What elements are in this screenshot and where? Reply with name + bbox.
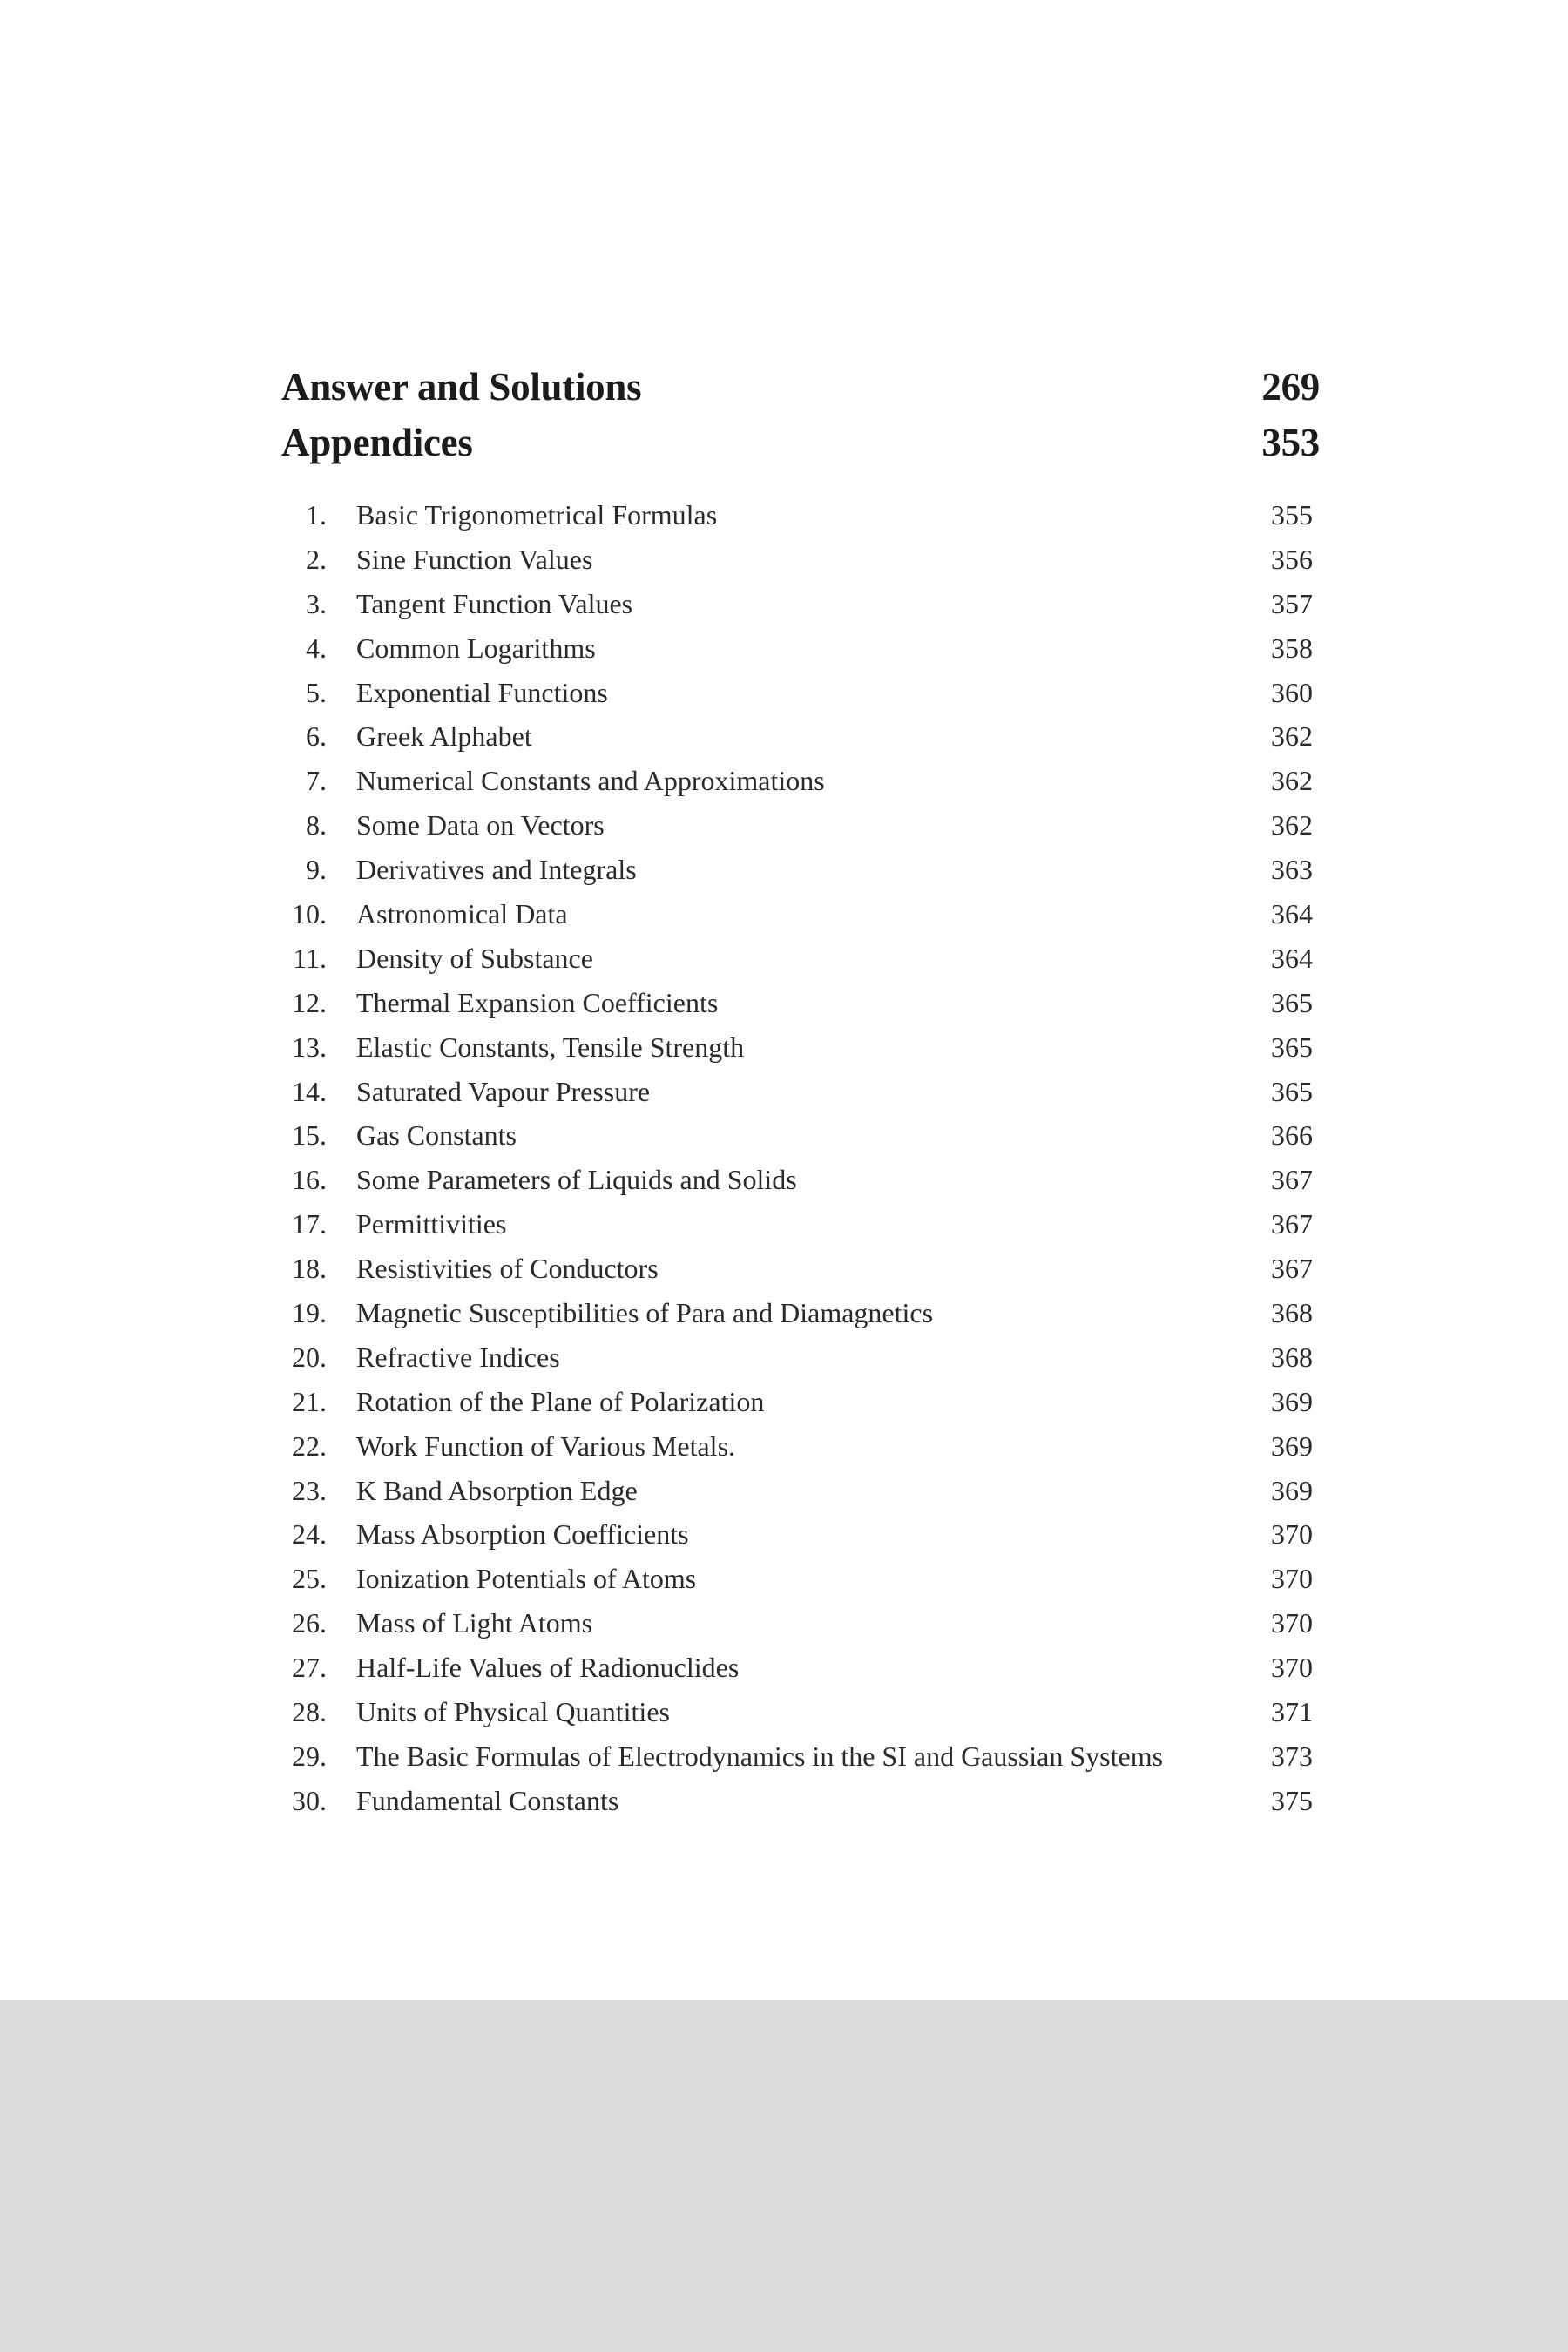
toc-entry[interactable] (281, 1380, 1320, 1424)
entry-number: 23. (292, 1474, 327, 1506)
entry-page-number: 373 (1271, 1740, 1313, 1772)
entry-title: Mass Absorption Coefficients (356, 1518, 689, 1551)
entry-title: Elastic Constants, Tensile Strength (356, 1031, 745, 1063)
entry-number: 12. (292, 986, 327, 1018)
entry-page-number: 362 (1271, 809, 1313, 841)
toc-entry[interactable] (281, 493, 1320, 537)
entry-number: 16. (292, 1164, 327, 1196)
entry-page-number: 370 (1271, 1607, 1313, 1639)
toc-entry[interactable] (281, 1469, 1320, 1513)
entry-page-number: 368 (1271, 1297, 1313, 1329)
toc-heading-answers[interactable] (281, 359, 1320, 415)
entry-title: Numerical Constants and Approximations (356, 765, 825, 797)
toc-entry[interactable] (281, 759, 1320, 803)
entry-page-number: 355 (1271, 499, 1313, 531)
entry-title: Basic Trigonometrical Formulas (356, 499, 718, 531)
entry-number: 6. (306, 720, 327, 753)
entry-number: 20. (292, 1341, 327, 1373)
entry-page-number: 367 (1271, 1253, 1313, 1285)
entry-number: 5. (306, 676, 327, 708)
entry-title: Exponential Functions (356, 676, 608, 708)
entry-page-number: 370 (1271, 1563, 1313, 1595)
entry-title: Tangent Function Values (356, 587, 633, 619)
toc-entry[interactable] (281, 1335, 1320, 1380)
entry-number: 26. (292, 1607, 327, 1639)
entry-number: 10. (292, 898, 327, 930)
entry-page-number: 362 (1271, 765, 1313, 797)
entry-page-number: 360 (1271, 676, 1313, 708)
entry-title: Some Parameters of Liquids and Solids (356, 1164, 797, 1196)
toc-entry[interactable] (281, 671, 1320, 715)
entry-number: 7. (306, 765, 327, 797)
toc-entry[interactable] (281, 714, 1320, 759)
toc-entry[interactable] (281, 1025, 1320, 1070)
toc-entry[interactable] (281, 892, 1320, 936)
entry-title: Permittivities (356, 1208, 507, 1240)
entry-page-number: 365 (1271, 1031, 1313, 1063)
entry-number: 9. (306, 854, 327, 886)
entry-title: Some Data on Vectors (356, 809, 605, 841)
entry-number: 15. (292, 1119, 327, 1152)
entry-title: Rotation of the Plane of Polarization (356, 1385, 765, 1417)
toc-entry[interactable] (281, 537, 1320, 582)
entry-title: Saturated Vapour Pressure (356, 1075, 651, 1107)
entry-page-number: 369 (1271, 1385, 1313, 1417)
entry-page-number: 370 (1271, 1652, 1313, 1684)
entry-number: 14. (292, 1075, 327, 1107)
entry-page-number: 363 (1271, 854, 1313, 886)
toc-entry[interactable] (281, 936, 1320, 981)
entry-title: Thermal Expansion Coefficients (356, 986, 719, 1018)
toc-entry[interactable] (281, 1734, 1320, 1779)
toc-entry[interactable] (281, 1247, 1320, 1291)
toc-entry[interactable] (281, 1113, 1320, 1158)
entry-title: Resistivities of Conductors (356, 1253, 659, 1285)
entry-number: 21. (292, 1385, 327, 1417)
entry-title: Work Function of Various Metals. (356, 1429, 736, 1462)
entry-title: Astronomical Data (356, 898, 568, 930)
entry-title: Units of Physical Quantities (356, 1696, 670, 1728)
entry-title: Mass of Light Atoms (356, 1607, 593, 1639)
entry-number: 29. (292, 1740, 327, 1772)
entry-page-number: 364 (1271, 898, 1313, 930)
entry-number: 2. (306, 543, 327, 575)
entry-title: Greek Alphabet (356, 720, 532, 753)
entry-title: Refractive Indices (356, 1341, 560, 1373)
entry-title: Half-Life Values of Radionuclides (356, 1652, 740, 1684)
toc-entry[interactable] (281, 1158, 1320, 1202)
entry-title: Ionization Potentials of Atoms (356, 1563, 697, 1595)
entry-number: 17. (292, 1208, 327, 1240)
heading-page-number: 269 (1261, 365, 1320, 409)
appendix-list (281, 493, 1320, 1823)
toc-entry[interactable] (281, 626, 1320, 671)
entry-page-number: 356 (1271, 543, 1313, 575)
entry-page-number: 358 (1271, 632, 1313, 664)
entry-page-number: 369 (1271, 1474, 1313, 1506)
heading-title: Appendices (281, 421, 473, 464)
entry-number: 1. (306, 499, 327, 531)
entry-page-number: 370 (1271, 1518, 1313, 1551)
entry-title: Sine Function Values (356, 543, 593, 575)
entry-page-number: 371 (1271, 1696, 1313, 1728)
entry-page-number: 368 (1271, 1341, 1313, 1373)
toc-entry[interactable] (281, 1646, 1320, 1690)
entry-number: 8. (306, 809, 327, 841)
entry-page-number: 375 (1271, 1784, 1313, 1816)
entry-number: 13. (292, 1031, 327, 1063)
toc-entry[interactable] (281, 981, 1320, 1025)
toc-entry[interactable] (281, 1512, 1320, 1557)
toc-entry[interactable] (281, 1779, 1320, 1823)
entry-title: Density of Substance (356, 942, 593, 974)
heading-title: Answer and Solutions (281, 365, 642, 409)
toc-entry[interactable] (281, 1070, 1320, 1114)
entry-page-number: 365 (1271, 986, 1313, 1018)
entry-page-number: 367 (1271, 1208, 1313, 1240)
entry-number: 28. (292, 1696, 327, 1728)
toc-entry[interactable] (281, 848, 1320, 892)
entry-number: 11. (293, 942, 327, 974)
entry-number: 27. (292, 1652, 327, 1684)
entry-page-number: 357 (1271, 587, 1313, 619)
entry-page-number: 367 (1271, 1164, 1313, 1196)
entry-number: 19. (292, 1297, 327, 1329)
entry-number: 22. (292, 1429, 327, 1462)
entry-title: Magnetic Susceptibilities of Para and Diamagnetics (356, 1297, 934, 1329)
toc-entry[interactable] (281, 1291, 1320, 1335)
entry-number: 18. (292, 1253, 327, 1285)
table-of-contents (281, 359, 1320, 1823)
toc-entry[interactable] (281, 1601, 1320, 1646)
entry-page-number: 369 (1271, 1429, 1313, 1462)
bottom-margin-band (0, 2000, 1568, 2352)
entry-number: 3. (306, 587, 327, 619)
entry-title: K Band Absorption Edge (356, 1474, 638, 1506)
toc-entry[interactable] (281, 1690, 1320, 1734)
entry-title: Derivatives and Integrals (356, 854, 637, 886)
entry-number: 25. (292, 1563, 327, 1595)
entry-page-number: 362 (1271, 720, 1313, 753)
toc-entry[interactable] (281, 803, 1320, 848)
entry-number: 4. (306, 632, 327, 664)
entry-page-number: 365 (1271, 1075, 1313, 1107)
toc-entry[interactable] (281, 1424, 1320, 1469)
toc-entry[interactable] (281, 1557, 1320, 1601)
toc-heading-appendices[interactable] (281, 415, 1320, 470)
heading-page-number: 353 (1261, 421, 1320, 464)
entry-page-number: 366 (1271, 1119, 1313, 1152)
entry-title: The Basic Formulas of Electrodynamics in the SI and Gaussian Systems (356, 1740, 1164, 1772)
toc-entry[interactable] (281, 1202, 1320, 1247)
toc-entry[interactable] (281, 582, 1320, 626)
entry-page-number: 364 (1271, 942, 1313, 974)
entry-title: Gas Constants (356, 1119, 517, 1152)
entry-title: Common Logarithms (356, 632, 596, 664)
entry-number: 24. (292, 1518, 327, 1551)
entry-number: 30. (292, 1784, 327, 1816)
entry-title: Fundamental Constants (356, 1784, 619, 1816)
